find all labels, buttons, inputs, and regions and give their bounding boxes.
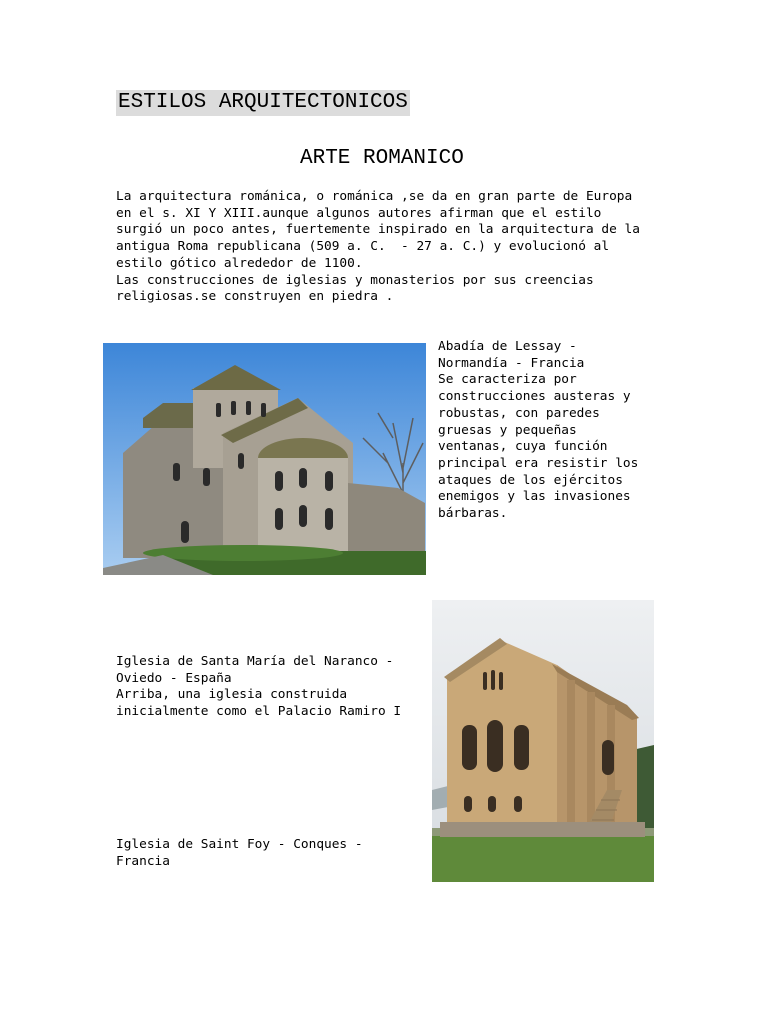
caption-saint-foy: Iglesia de Saint Foy - Conques - Francia (116, 837, 363, 869)
caption-lessay: Abadía de Lessay - Normandía - Francia Se caracteriza por construcciones austeras y robustas, con paredes gruesas y pequeñas ventanas, cuya función principal era resistir los ataques de los ejércitos enemigos y las invasiones bárbaras. (438, 339, 639, 522)
document-heading: ESTILOS ARQUITECTONICOS (118, 91, 408, 114)
naranco-church-photo (432, 600, 654, 882)
section-title: ARTE ROMANICO (300, 147, 464, 170)
intro-paragraph: La arquitectura románica, o románica ,se da en gran parte de Europa en el s. XI Y XIII.aunque algunos autores afirman que el estilo surgió un poco antes, fuertemente inspirado en la arquitectura de la antigua Roma republicana (509 a. C. - 27 a. C.) y evolucionó al estilo gótico alrededor de 1100. Las construcciones de iglesias y monasterios por sus creencias religiosas.se construyen en piedra . (116, 189, 640, 305)
lessay-abbey-photo (103, 343, 426, 575)
caption-naranco: Iglesia de Santa María del Naranco - Oviedo - España Arriba, una iglesia construida inicialmente como el Palacio Ramiro I (116, 654, 402, 720)
